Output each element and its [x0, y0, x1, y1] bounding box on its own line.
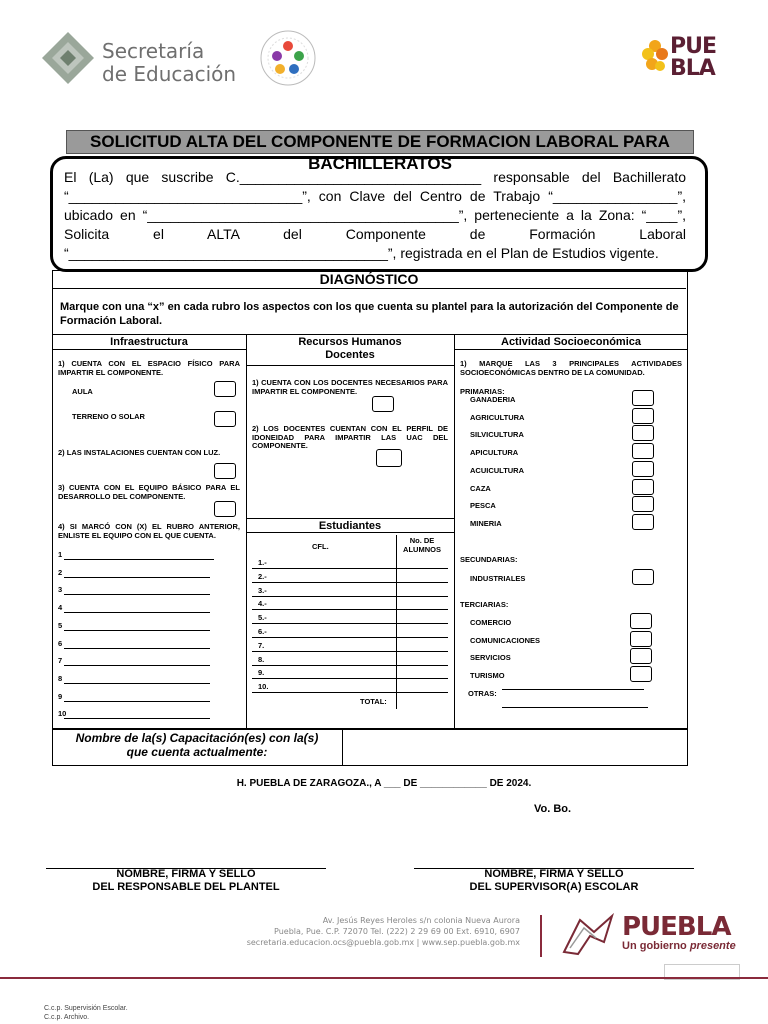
equipment-item-field[interactable] — [64, 612, 210, 613]
student-row-number: 3.- — [258, 585, 267, 595]
puebla-wordmark — [670, 36, 716, 80]
equipment-item-field[interactable] — [64, 683, 210, 684]
student-row-number: 10. — [258, 682, 269, 692]
total-label: TOTAL: — [360, 697, 387, 706]
terciarias-label: TERCIARIAS: — [460, 600, 509, 609]
signature-left-line1: NOMBRE, FIRMA Y SELLO — [116, 868, 256, 880]
document-title: SOLICITUD ALTA DEL COMPONENTE DE FORMACION LABORAL PARA BACHILLERATOS — [66, 130, 694, 154]
student-row-field[interactable] — [252, 582, 448, 583]
capacitacion-field[interactable] — [344, 730, 684, 764]
puebla-footer-logo — [560, 912, 740, 960]
student-row-field[interactable] — [252, 637, 448, 638]
activity-label: APICULTURA — [470, 448, 519, 458]
equipment-item-number: 6 — [58, 638, 63, 648]
address-line1: Av. Jesús Reyes Heroles s/n colonia Nueva Aurora — [322, 916, 520, 925]
diagnostico-heading: DIAGNÓSTICO — [52, 270, 686, 289]
signature-right-line2: DEL SUPERVISOR(A) ESCOLAR — [469, 881, 639, 893]
signature-right — [414, 868, 694, 894]
col-cfl: CFL. — [312, 542, 329, 551]
activity-label: ACUICULTURA — [470, 465, 525, 475]
intro-line: ubicado en “________________________________________”, perteneciente a la Zona: “____”, — [64, 207, 686, 223]
activity-label: COMERCIO — [470, 618, 512, 627]
student-row-number: 9. — [258, 668, 265, 678]
infra-q3: 3) CUENTA CON EL EQUIPO BÁSICO PARA EL DESARROLLO DEL COMPONENTE. — [58, 483, 240, 501]
option-terreno: TERRENO O SOLAR — [72, 412, 145, 421]
secundarias-label: SECUNDARIAS: — [460, 555, 518, 564]
activity-checkbox[interactable] — [630, 631, 652, 647]
seal-icon — [258, 28, 318, 88]
grid-line — [396, 535, 397, 709]
actividad-q1: 1) MARQUE LAS 3 PRINCIPALES ACTIVIDADES SOCIOECONÓMICAS DENTRO DE LA COMUNIDAD. — [460, 359, 682, 377]
date-line: H. PUEBLA DE ZARAGOZA., A ___ DE ____________ DE 2024. — [236, 778, 532, 789]
infra-q4: 4) SI MARCÓ CON (X) EL RUBRO ANTERIOR, ENLISTE EL EQUIPO CON EL QUE CUENTA. — [58, 522, 240, 540]
capacitacion-label — [58, 731, 336, 759]
equipment-item-field[interactable] — [64, 718, 210, 719]
student-row-field[interactable] — [252, 678, 448, 679]
activity-checkbox[interactable] — [632, 443, 654, 459]
equipo-checkbox[interactable] — [214, 501, 236, 517]
infra-q2: 2) LAS INSTALACIONES CUENTAN CON LUZ. — [58, 448, 221, 457]
otras-field-2[interactable] — [502, 707, 648, 708]
activity-checkbox[interactable] — [630, 613, 652, 629]
activity-label: PESCA — [470, 501, 496, 511]
sep-line2: de Educación — [102, 62, 237, 86]
estudiantes-heading: Estudiantes — [318, 520, 382, 532]
col-alumnos-line1: No. DE — [409, 536, 435, 545]
activity-checkbox[interactable] — [632, 569, 654, 585]
student-row-number: 8. — [258, 654, 265, 664]
equipment-item-number: 3 — [58, 585, 63, 595]
perfil-checkbox[interactable] — [376, 449, 402, 467]
equipment-item-field[interactable] — [64, 577, 210, 578]
activity-checkbox[interactable] — [632, 408, 654, 424]
student-row-number: 5.- — [258, 613, 267, 623]
equipment-item-number: 9 — [58, 691, 63, 701]
option-aula: AULA — [72, 387, 93, 396]
student-row-field[interactable] — [252, 651, 448, 652]
activity-label: SILVICULTURA — [470, 430, 524, 440]
ccp-line1: C.c.p. Supervisión Escolar. — [44, 1005, 128, 1012]
activity-checkbox[interactable] — [632, 461, 654, 477]
equipment-item-number: 10 — [58, 709, 67, 719]
activity-label: COMUNICACIONES — [470, 635, 541, 645]
seal-logo — [258, 28, 318, 88]
equipment-item-field[interactable] — [64, 648, 210, 649]
student-row-field[interactable] — [252, 623, 448, 624]
puebla-logo — [640, 36, 730, 88]
equipment-item-number: 8 — [58, 673, 63, 683]
grid-line — [246, 518, 454, 519]
luz-checkbox[interactable] — [214, 463, 236, 479]
equipment-item-number: 1 — [58, 550, 63, 559]
recursos-heading-line1: Recursos Humanos — [298, 336, 402, 348]
intro-paragraph — [64, 168, 686, 263]
aula-checkbox[interactable] — [214, 381, 236, 397]
activity-label: AGRICULTURA — [470, 412, 525, 422]
address-line2: Puebla, Pue. C.P. 72070 Tel. (222) 2 29 69 00 Ext. 6910, 6907 — [274, 927, 520, 936]
equipment-item-field[interactable] — [64, 559, 214, 560]
grid-line — [52, 349, 246, 350]
puebla-line2: BLA — [670, 56, 715, 81]
docentes-checkbox[interactable] — [372, 396, 394, 412]
grid-line — [454, 349, 688, 350]
signature-right-line1: NOMBRE, FIRMA Y SELLO — [484, 868, 624, 880]
slogan-b: presente — [689, 940, 736, 952]
activity-label: GANADERIA — [470, 395, 516, 404]
equipment-item-number: 4 — [58, 603, 63, 613]
student-row-number: 7. — [258, 640, 265, 650]
sep-emblem-icon — [40, 30, 96, 86]
equipment-item-field[interactable] — [64, 701, 210, 702]
student-row-field[interactable] — [252, 665, 448, 666]
diagnostico-instruction: Marque con una “x” en cada rubro los aspectos con los que cuenta su plantel para la autorización del Componente de Formación Laboral. — [60, 301, 679, 327]
sep-wordmark — [102, 40, 236, 86]
equipment-item-field[interactable] — [64, 630, 210, 631]
student-row-number: 1.- — [258, 558, 267, 567]
activity-checkbox[interactable] — [630, 648, 652, 664]
student-row-number: 4.- — [258, 599, 267, 609]
student-row-field[interactable] — [252, 596, 448, 597]
student-row-field[interactable] — [252, 568, 448, 569]
intro-line: El (La) que suscribe C._______________________________ responsable del Bachillerato — [64, 169, 686, 185]
col-alumnos — [398, 537, 446, 554]
puebla-flower-icon — [640, 36, 670, 88]
intro-line: “_________________________________________”, registrada en el Plan de Estudios vigente. — [64, 245, 659, 261]
equipment-item-number: 7 — [58, 656, 63, 666]
sep-line1: Secretaría — [102, 39, 205, 63]
grid-line — [454, 334, 455, 728]
slogan-a: Un gobierno — [622, 940, 690, 952]
equipment-item-number: 5 — [58, 620, 63, 630]
footer-address — [240, 915, 520, 948]
footer-rule — [0, 977, 768, 979]
capacitacion-line2: que cuenta actualmente: — [126, 745, 268, 759]
activity-checkbox[interactable] — [632, 425, 654, 441]
activity-checkbox[interactable] — [632, 479, 654, 495]
activity-checkbox[interactable] — [632, 496, 654, 512]
activity-label: MINERIA — [470, 518, 502, 528]
grid-line — [342, 728, 343, 766]
address-line3: secretaria.educacion.ocs@puebla.gob.mx | www.sep.puebla.gob.mx — [246, 938, 520, 947]
activity-label: INDUSTRIALES — [470, 574, 526, 583]
student-row-number: 2.- — [258, 571, 267, 581]
activity-label: SERVICIOS — [470, 653, 511, 663]
activity-checkbox[interactable] — [632, 390, 654, 406]
signature-left-line2: DEL RESPONSABLE DEL PLANTEL — [92, 881, 280, 893]
activity-checkbox[interactable] — [632, 514, 654, 530]
intro-line: “______________________________”, con Clave del Centro de Trabajo “________________”, — [64, 188, 686, 204]
vobo-label: Vo. Bo. — [534, 803, 572, 815]
col-alumnos-line2: ALUMNOS — [403, 544, 441, 554]
student-row-number: 6.- — [258, 627, 267, 636]
signature-left — [46, 868, 326, 894]
infra-q1: 1) CUENTA CON EL ESPACIO FÍSICO PARA IMPARTIR EL COMPONENTE. — [58, 359, 240, 377]
recursos-q2: 2) LOS DOCENTES CUENTAN CON EL PERFIL DE IDONEIDAD PARA IMPARTIR LAS UAC DEL COMPONENTE. — [252, 424, 448, 450]
primarias-label: PRIMARIAS: — [460, 387, 505, 396]
puebla-slogan — [622, 940, 736, 952]
terreno-checkbox[interactable] — [214, 411, 236, 427]
equipment-item-number: 2 — [58, 567, 63, 577]
actividad-heading: Actividad Socioeconómica — [501, 336, 641, 348]
grid-line — [52, 334, 688, 335]
puebla-footer-wordmark: PUEBLA — [622, 912, 731, 942]
recursos-q1: 1) CUENTA CON LOS DOCENTES NECESARIOS PARA IMPARTIR EL COMPONENTE. — [252, 378, 448, 396]
activity-checkbox[interactable] — [630, 666, 652, 682]
puebla-footer-emblem-icon — [560, 912, 620, 958]
equipment-item-field[interactable] — [64, 665, 210, 666]
ccp-notes — [44, 1004, 128, 1022]
grid-line — [246, 365, 454, 366]
student-row-field[interactable] — [252, 692, 448, 693]
puebla-line1: PUE — [670, 34, 717, 59]
intro-line: Solicita el ALTA del Componente de Formación Laboral — [64, 226, 686, 242]
otras-field-1[interactable] — [502, 689, 644, 690]
equipment-item-field[interactable] — [64, 594, 210, 595]
otras-label: OTRAS: — [468, 689, 497, 698]
footer-separator — [540, 915, 542, 957]
activity-label: CAZA — [470, 483, 491, 493]
infraestructura-heading: Infraestructura — [110, 336, 188, 348]
capacitacion-line1: Nombre de la(s) Capacitación(es) con la(s) — [75, 731, 319, 745]
recursos-heading — [246, 336, 454, 362]
activity-label: TURISMO — [470, 671, 505, 681]
recursos-heading-line2: Docentes — [325, 349, 375, 361]
ccp-line2: C.c.p. Archivo. — [44, 1014, 90, 1021]
student-row-field[interactable] — [252, 609, 448, 610]
